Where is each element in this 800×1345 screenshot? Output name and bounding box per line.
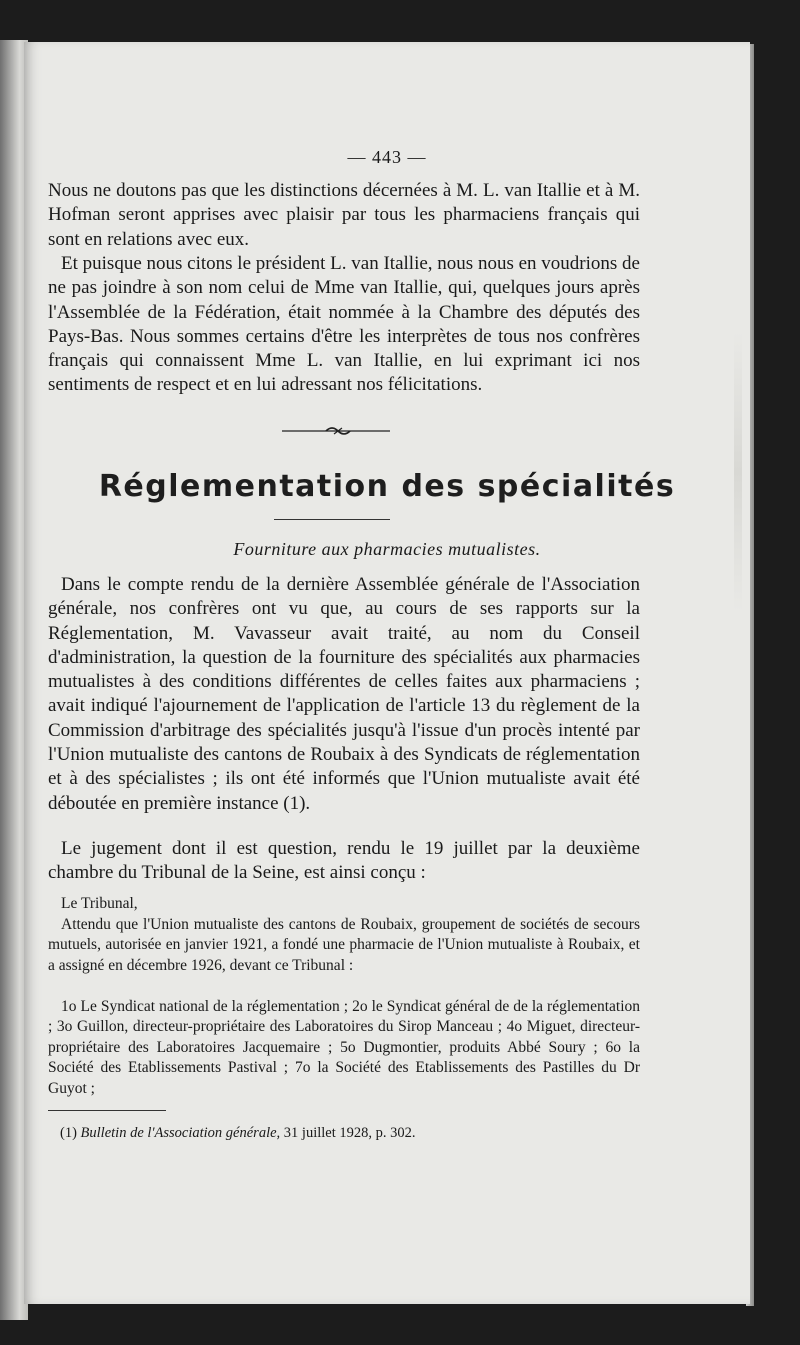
ornament-divider <box>282 424 390 438</box>
section-title: Réglementation des spécialités <box>98 469 676 504</box>
quote-syndicats: 1o Le Syndicat national de la réglementation ; 2o le Syndicat général de de la réglementation ; 3o Guillon, directeur-propriétaire des Laboratoires du Sirop Manceau ; 4o Miguet, directeur-propriétaire des Laboratoires Jacquemaire ; 5o Dugmontier, produits Abbé Soury ; 6o la Société des Etablissements Pastival ; 7o la Société des Etablissements des Pastilles du Dr Guyot ; <box>48 998 640 1097</box>
quote-tribunal: Le Tribunal, <box>61 895 138 912</box>
paragraph-distinctions: Nous ne doutons pas que les distinctions décernées à M. L. van Itallie et à M. Hofman seront apprises avec plaisir par tous les pharmaciens français qui sont en relations avec eux. <box>48 180 640 250</box>
paragraph-van-itallie: Et puisque nous citons le président L. van Itallie, nous nous en voudrions de ne pas joindre à son nom celui de Mme van Itallie, qui, quelques jours après l'Assemblée de la Fédération, était nommée à la Chambre des députés des Pays-Bas. Nous sommes certains d'être les interprètes de tous nos confrères français qui connaissent Mme L. van Itallie, en lui exprimant ici nos sentiments de respect et en lui adressant nos félicitations. <box>48 253 640 396</box>
section-subtitle: Fourniture aux pharmacies mutualistes. <box>233 539 541 559</box>
footnote-details: 31 juillet 1928, p. 302. <box>283 1125 416 1141</box>
paragraph-compte-rendu: Dans le compte rendu de la dernière Assemblée générale de l'Association générale, nos confrères ont vu que, au cours de ses rapports sur la Réglementation, M. Vavasseur avait traité, au nom du Conseil d'administration, la question de la fourniture des spécialités aux pharmacies mutualistes à des conditions différentes de celles faites aux pharmaciens ; avait indiqué l'ajournement de l'application de l'article 13 du règlement de la Commission d'arbitrage des spécialités jusqu'à l'issue d'un procès intenté par l'Union mutualiste des cantons de Roubaix à des Syndicats de réglementation et à des spécialistes ; ils ont été informés que l'Union mutualiste avait été déboutée en première instance (1). <box>48 574 640 814</box>
quote-attendu: Attendu que l'Union mutualiste des cantons de Roubaix, groupement de sociétés de secours mutuels, autorisée en janvier 1921, a fondé une pharmacie de l'Union mutualiste à Roubaix, et a assigné en décembre 1926, devant ce Tribunal : <box>48 916 640 974</box>
footnote-source: Bulletin de l'Association générale, <box>80 1125 281 1141</box>
paragraph-jugement: Le jugement dont il est question, rendu le 19 juillet par la deuxième chambre du Tribunal de la Seine, est ainsi conçu : <box>48 838 640 884</box>
book-page <box>24 42 750 1304</box>
footnote-rule <box>48 1110 166 1111</box>
footnote <box>60 1125 416 1142</box>
footnote-marker: (1) <box>60 1125 77 1141</box>
title-underline <box>274 519 390 520</box>
page-number: — 443 — <box>347 147 427 167</box>
